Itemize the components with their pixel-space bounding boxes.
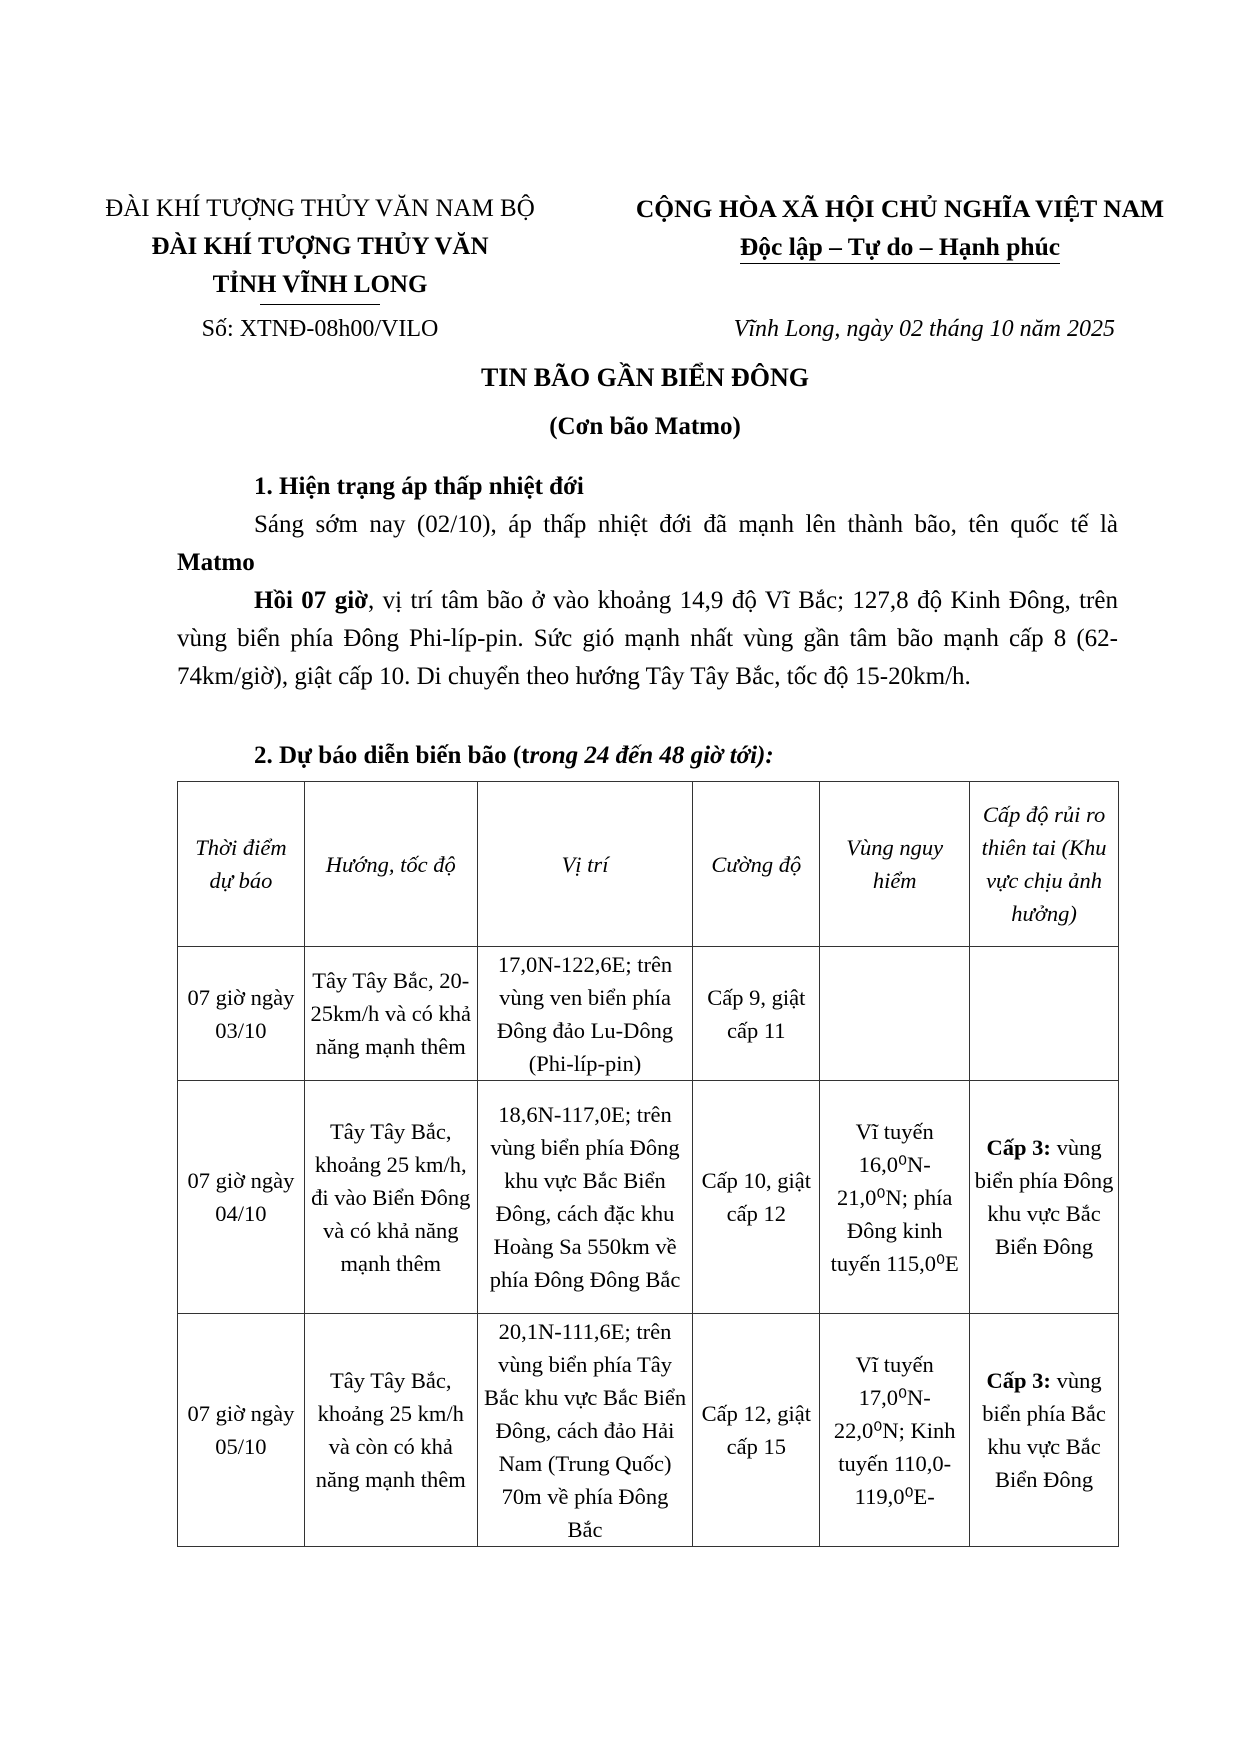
place-and-date: Vĩnh Long, ngày 02 tháng 10 năm 2025 bbox=[733, 316, 1115, 342]
storm-name: Matmo bbox=[177, 549, 255, 576]
header-danger-zone: Vùng nguy hiểm bbox=[820, 782, 970, 947]
risk-area: vùng biển phía Bắc khu vực Bắc Biển Đông bbox=[982, 1368, 1106, 1492]
section2-heading-italic: rong 24 đến 48 giờ tới): bbox=[529, 742, 774, 769]
document-title: TIN BÃO GẦN BIỂN ĐÔNG bbox=[481, 363, 809, 392]
status-paragraph-1-text: Sáng sớm nay (02/10), áp thấp nhiệt đới đã mạnh lên thành bão, tên quốc tế là bbox=[254, 511, 1118, 538]
cell-direction: Tây Tây Bắc, 20-25km/h và có khả năng mạnh thêm bbox=[304, 947, 477, 1081]
section2-heading bbox=[177, 737, 1118, 775]
cell-direction: Tây Tây Bắc, khoảng 25 km/h, đi vào Biển Đông và có khả năng mạnh thêm bbox=[304, 1081, 477, 1314]
cell-position: 18,6N-117,0E; trên vùng biển phía Đông khu vực Bắc Biển Đông, cách đặc khu Hoàng Sa 550km về phía Đông Đông Bắc bbox=[477, 1081, 693, 1314]
agency-divider bbox=[260, 304, 380, 305]
observation-time: Hồi 07 giờ bbox=[254, 587, 368, 614]
table-row bbox=[178, 1314, 1119, 1547]
agency-name-line2: TỈNH VĨNH LONG bbox=[212, 271, 428, 298]
status-paragraph-1 bbox=[177, 506, 1118, 582]
agency-name-line1: ĐÀI KHÍ TƯỢNG THỦY VĂN bbox=[151, 233, 489, 260]
cell-intensity: Cấp 10, giật cấp 12 bbox=[693, 1081, 820, 1314]
cell-direction: Tây Tây Bắc, khoảng 25 km/h và còn có khả năng mạnh thêm bbox=[304, 1314, 477, 1547]
header-forecast-time: Thời điểm dự báo bbox=[178, 782, 305, 947]
forecast-table bbox=[177, 781, 1119, 1547]
country-name: CỘNG HÒA XÃ HỘI CHỦ NGHĨA VIỆT NAM bbox=[635, 194, 1165, 223]
header-position: Vị trí bbox=[477, 782, 693, 947]
cell-risk-level bbox=[970, 1314, 1119, 1547]
cell-time: 07 giờ ngày 05/10 bbox=[178, 1314, 305, 1547]
cell-intensity: Cấp 12, giật cấp 15 bbox=[693, 1314, 820, 1547]
cell-danger-zone: Vĩ tuyến 16,0⁰N-21,0⁰N; phía Đông kinh tuyến 115,0⁰E bbox=[820, 1081, 970, 1314]
cell-danger-zone: Vĩ tuyến 17,0⁰N-22,0⁰N; Kinh tuyến 110,0-119,0⁰E- bbox=[820, 1314, 970, 1547]
cell-position: 17,0N-122,6E; trên vùng ven biển phía Đông đảo Lu-Dông (Phi-líp-pin) bbox=[477, 947, 693, 1081]
section-current-status bbox=[177, 468, 1118, 696]
header-intensity: Cường độ bbox=[693, 782, 820, 947]
cell-danger-zone bbox=[820, 947, 970, 1081]
table-row bbox=[178, 947, 1119, 1081]
parent-agency: ĐÀI KHÍ TƯỢNG THỦY VĂN NAM BỘ bbox=[105, 195, 535, 222]
header-risk-level: Cấp độ rủi ro thiên tai (Khu vực chịu ảnh hưởng) bbox=[970, 782, 1119, 947]
section1-heading: 1. Hiện trạng áp thấp nhiệt đới bbox=[254, 473, 584, 500]
risk-level-label: Cấp 3: bbox=[986, 1135, 1051, 1160]
issuing-agency-block bbox=[70, 190, 570, 305]
cell-risk-level bbox=[970, 947, 1119, 1081]
cell-risk-level bbox=[970, 1081, 1119, 1314]
national-motto: Độc lập – Tự do – Hạnh phúc bbox=[740, 231, 1060, 264]
document-number: Số: XTNĐ-08h00/VILO bbox=[201, 316, 439, 342]
document-subtitle: (Cơn bão Matmo) bbox=[549, 413, 741, 440]
cell-time: 07 giờ ngày 04/10 bbox=[178, 1081, 305, 1314]
risk-area: vùng biển phía Đông khu vực Bắc Biển Đông bbox=[974, 1135, 1114, 1259]
national-heading-block bbox=[600, 190, 1200, 266]
table-row bbox=[178, 1081, 1119, 1314]
cell-time: 07 giờ ngày 03/10 bbox=[178, 947, 305, 1081]
risk-level-label: Cấp 3: bbox=[986, 1368, 1051, 1393]
cell-intensity: Cấp 9, giật cấp 11 bbox=[693, 947, 820, 1081]
status-paragraph-2 bbox=[177, 582, 1118, 696]
section2-heading-text: 2. Dự báo diễn biến bão (t bbox=[254, 742, 530, 769]
table-header-row bbox=[178, 782, 1119, 947]
header-direction-speed: Hướng, tốc độ bbox=[304, 782, 477, 947]
status-paragraph-2-text: , vị trí tâm bão ở vào khoảng 14,9 độ Vĩ Bắc; 127,8 độ Kinh Đông, trên vùng biển phía Đông Phi-líp-pin. Sức gió mạnh nhất vùng gần tâm bão mạnh cấp 8 (62-74km/giờ), giật cấp 10. Di chuyển theo hướng Tây Tây Bắc, tốc độ 15-20km/h. bbox=[177, 587, 1118, 690]
cell-position: 20,1N-111,6E; trên vùng biển phía Tây Bắc khu vực Bắc Biển Đông, cách đảo Hải Nam (Trung Quốc) 70m về phía Đông Bắc bbox=[477, 1314, 693, 1547]
